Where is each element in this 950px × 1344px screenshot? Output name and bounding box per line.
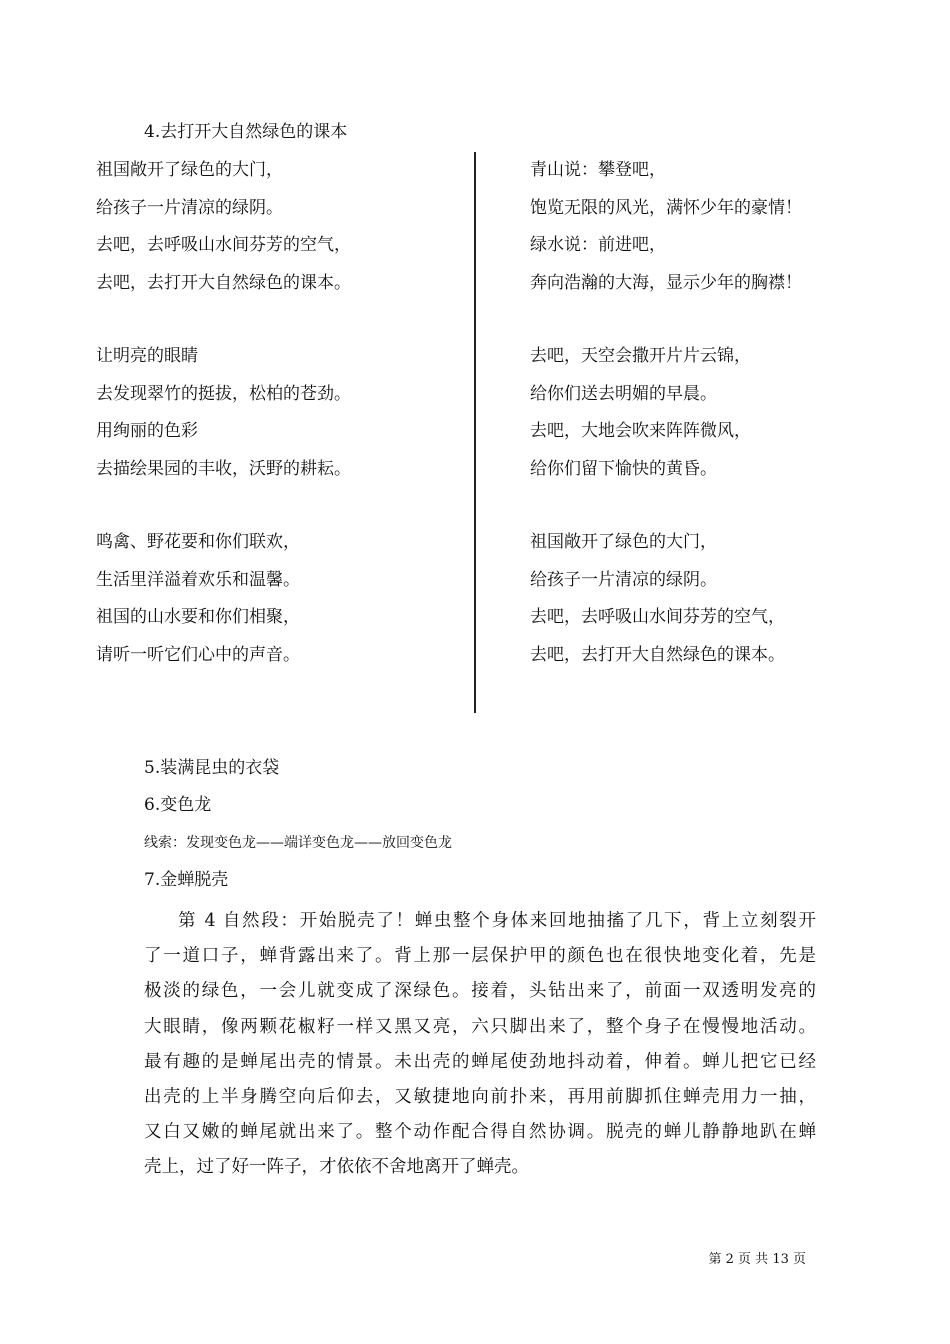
poem-line: 让明亮的眼睛 [96, 346, 198, 366]
section-7-title: 7.金蝉脱壳 [144, 870, 229, 890]
poem-line: 给孩子一片清凉的绿阴。 [530, 569, 717, 590]
poem-line: 请听一听它们心中的声音。 [96, 644, 300, 665]
poem-line: 生活里洋溢着欢乐和温馨。 [96, 569, 300, 590]
paragraph-line: 了一道口子，蝉背露出来了。背上那一层保护甲的颜色也在很快地变化着，先是 [144, 946, 816, 967]
poem-stanza [96, 524, 351, 674]
paragraph-line: 出壳的上半身腾空向后仰去，又敏捷地向前扑来，再用前脚抓住蝉壳用力一抽， [144, 1086, 816, 1107]
poem-line: 去吧，去打开大自然绿色的课本。 [530, 644, 785, 665]
poem-line: 去描绘果园的丰收，沃野的耕耘。 [96, 458, 351, 479]
section-4-title: 4.去打开大自然绿色的课本 [144, 122, 348, 142]
poem-line: 给你们送去明媚的早晨。 [530, 383, 717, 404]
paragraph-line: 大眼睛，像两颗花椒籽一样又黑又亮，六只脚出来了，整个身子在慢慢地活动。 [144, 1016, 816, 1037]
poem-line: 去发现翠竹的挺拔，松柏的苍劲。 [96, 383, 351, 404]
poem-right-column [530, 152, 802, 710]
poem-line: 饱览无限的风光，满怀少年的豪情！ [530, 197, 802, 218]
poem-left-column [96, 152, 351, 710]
paragraph-line: 最有趣的是蝉尾出壳的情景。未出壳的蝉尾使劲地抖动着，伸着。蝉儿把它已经 [144, 1051, 816, 1072]
poem-line: 给你们留下愉快的黄昏。 [530, 458, 717, 479]
poem-line: 祖国敞开了绿色的大门， [530, 532, 717, 552]
poem-line: 用绚丽的色彩 [96, 421, 198, 441]
section-6-clue: 线索：发现变色龙——端详变色龙——放回变色龙 [144, 835, 452, 851]
paragraph-line: 极淡的绿色，一会儿就变成了深绿色。接着，头钻出来了，前面一双透明发亮的 [144, 981, 816, 1002]
poem-line: 去吧，天空会撒开片片云锦， [530, 346, 751, 366]
paragraph-line: 第 4 自然段：开始脱壳了！蝉虫整个身体来回地抽搐了几下，背上立刻裂开 [178, 911, 816, 931]
poem-line: 奔向浩瀚的大海，显示少年的胸襟！ [530, 272, 802, 293]
section-7-paragraph [144, 904, 816, 1186]
section-6-title: 6.变色龙 [144, 795, 212, 815]
poem-line: 青山说：攀登吧， [530, 160, 666, 180]
poem-stanza [530, 152, 802, 302]
poem-line: 去吧，去呼吸山水间芬芳的空气， [530, 607, 785, 627]
poem-line: 绿水说：前进吧， [530, 235, 666, 255]
poem-line: 去吧，大地会吹来阵阵微风， [530, 421, 751, 441]
poem-line: 给孩子一片清凉的绿阴。 [96, 197, 283, 218]
paragraph-line: 壳上，过了好一阵子，才依依不舍地离开了蝉壳。 [144, 1157, 529, 1178]
page-number-footer: 第 2 页 共 13 页 [708, 1252, 806, 1267]
section-5-title: 5.装满昆虫的衣袋 [144, 758, 280, 778]
paragraph-line: 又白又嫩的蝉尾就出来了。整个动作配合得自然协调。脱壳的蝉儿静静地趴在蝉 [144, 1122, 816, 1143]
poem-stanza [530, 524, 802, 674]
poem-stanza [96, 152, 351, 302]
poem-stanza [530, 338, 802, 488]
poem-line: 祖国敞开了绿色的大门， [96, 160, 283, 180]
poem-line: 鸣禽、野花要和你们联欢， [96, 532, 300, 552]
poem-stanza [96, 338, 351, 488]
poem-line: 去吧，去呼吸山水间芬芳的空气， [96, 235, 351, 255]
poem-line: 祖国的山水要和你们相聚， [96, 607, 300, 627]
poem-line: 去吧，去打开大自然绿色的课本。 [96, 272, 351, 293]
column-divider [474, 152, 476, 713]
